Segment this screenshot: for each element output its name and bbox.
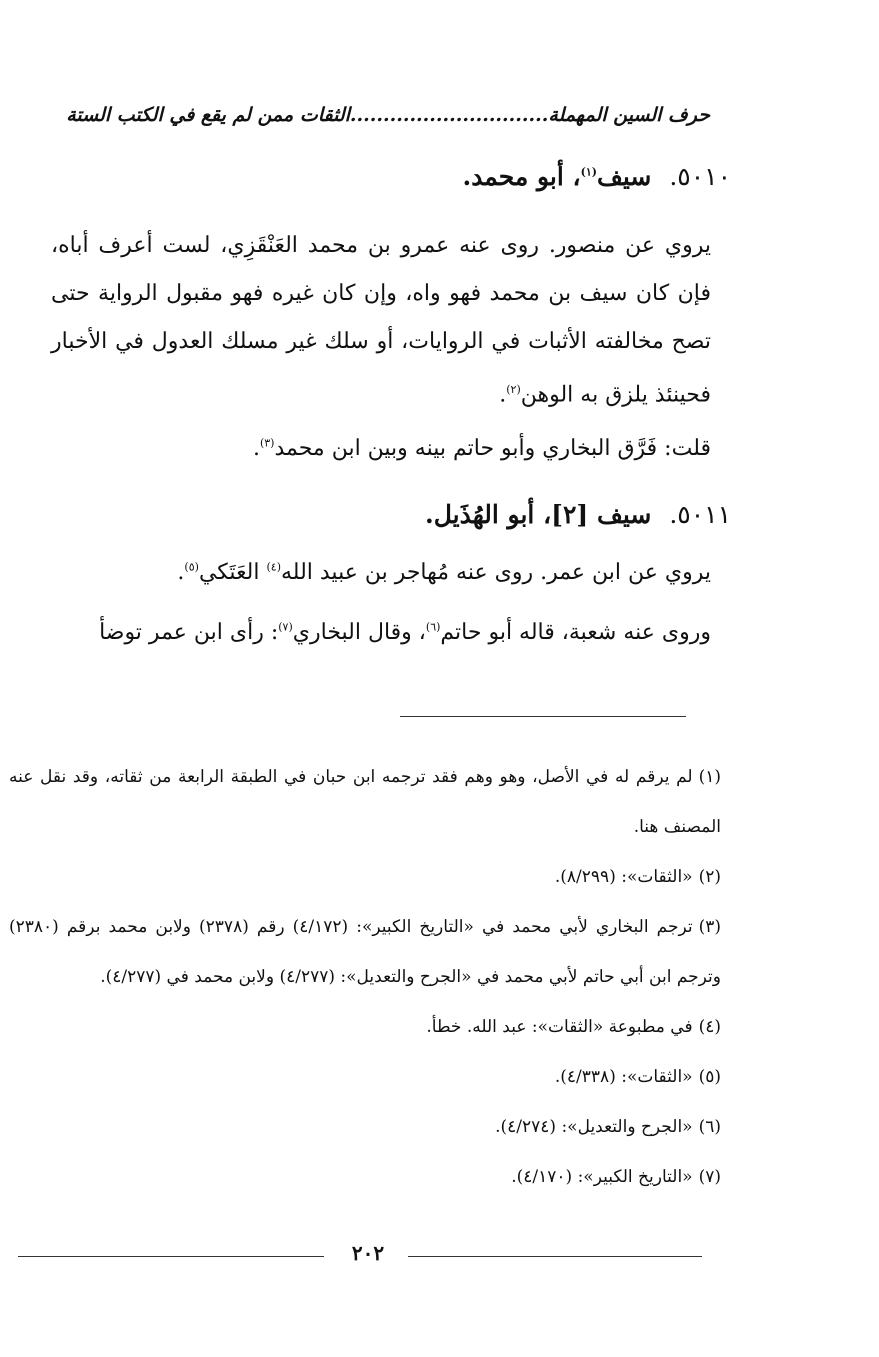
footnote: [9, 852, 721, 902]
footnote-text: في مطبوعة «الثقات»: عبد الله. خطأ.: [426, 1017, 693, 1037]
paragraph-text: يروي عن منصور. روى عنه عمرو بن محمد العَنْقَزِي، لست أعرف أباه، فإن كان سيف بن محمد فهو واه، وإن كان غيره فهو مقبول الرواية حتى تصح مخالفته الأثبات في الروايات، أو سلك غير مسلك العدول في الأخبار فحينئذ يلزق به الوهن: [51, 233, 711, 408]
running-head: حرف السين المهملة..............................الثقات ممن لم يقع في الكتب الستة: [66, 104, 710, 126]
footnote: [9, 1102, 721, 1152]
entry-number: ٥٠١٠.: [669, 162, 731, 191]
footnote: [9, 1152, 721, 1202]
entry-paragraph: [99, 620, 711, 645]
footnote-mark: (٢): [698, 867, 721, 887]
paragraph-text: ، وقال البخاري: [292, 620, 426, 645]
entry-name: سيف: [596, 162, 652, 191]
footnote-ref: (٦): [425, 620, 441, 634]
footnote: [9, 752, 721, 852]
footnote: [9, 1052, 721, 1102]
footnote-separator: [400, 716, 686, 717]
footnote-text: لم يرقم له في الأصل، وهو وهم فقد ترجمه ابن حبان في الطبقة الرابعة من ثقاته، وقد نقل عنه المصنف هنا.: [9, 767, 721, 837]
footnote-mark: (١): [698, 767, 721, 787]
entry-name: سيف [٢]، أبو الهُذَيل.: [425, 500, 652, 529]
footnote: [9, 1002, 721, 1052]
footnote-text: «الثقات»: (٤/٣٣٨).: [554, 1067, 693, 1087]
footnote-ref: (٤): [266, 560, 281, 574]
entry-title-5011: [425, 500, 731, 529]
paragraph-tail: .: [252, 436, 260, 461]
entry-title-5010: [462, 162, 731, 191]
footnote: [9, 902, 721, 1002]
paragraph-tail: .: [499, 382, 507, 408]
entry-paragraph: [177, 560, 711, 585]
paragraph-text: وروى عنه شعبة، قاله أبو حاتم: [440, 620, 711, 645]
bottom-rule-right: [408, 1256, 702, 1257]
paragraph-text: يروي عن ابن عمر. روى عنه مُهاجر بن عبيد الله: [281, 560, 711, 585]
footnote-ref: (٧): [278, 620, 293, 634]
footnote-mark: (٧): [698, 1167, 721, 1187]
footnotes: [9, 752, 721, 1202]
footnote-ref: (٥): [184, 560, 199, 574]
paragraph-text: العَتَكي: [198, 560, 267, 585]
entry-number: ٥٠١١.: [669, 500, 731, 529]
editor-remark: [253, 436, 711, 461]
footnote-mark: (٤): [698, 1017, 721, 1037]
entry-kunya: ، أبو محمد.: [462, 162, 581, 191]
entry-paragraph: [51, 222, 711, 419]
footnote-mark: (٥): [698, 1067, 721, 1087]
footnote-ref: (٣): [259, 436, 275, 450]
footnote-text: «التاريخ الكبير»: (٤/١٧٠).: [511, 1167, 693, 1187]
paragraph-text: : رأى ابن عمر توضأ: [99, 620, 279, 645]
paragraph-text: قلت: فَرَّق البخاري وأبو حاتم بينه وبين ابن محمد: [274, 436, 711, 461]
paragraph-tail: .: [177, 560, 185, 585]
bottom-rule-left: [18, 1256, 324, 1257]
page-number: ٢٠٢: [351, 1241, 385, 1265]
footnote-text: ترجم البخاري لأبي محمد في «التاريخ الكبير»: (٤/١٧٢) رقم (٢٣٧٨) ولابن محمد برقم (٢٣٨٠) وترجم ابن أبي حاتم لأبي محمد في «الجرح والتعديل»: (٤/٢٧٧) ولابن محمد في (٤/٢٧٧).: [9, 917, 721, 987]
footnote-text: «الجرح والتعديل»: (٤/٢٧٤).: [495, 1117, 693, 1137]
footnote-ref: (٢): [506, 383, 521, 396]
footnote-ref: (١): [580, 165, 597, 179]
footnote-text: «الثقات»: (٨/٢٩٩).: [554, 867, 693, 887]
footnote-mark: (٣): [698, 917, 722, 937]
footnote-mark: (٦): [698, 1117, 721, 1137]
